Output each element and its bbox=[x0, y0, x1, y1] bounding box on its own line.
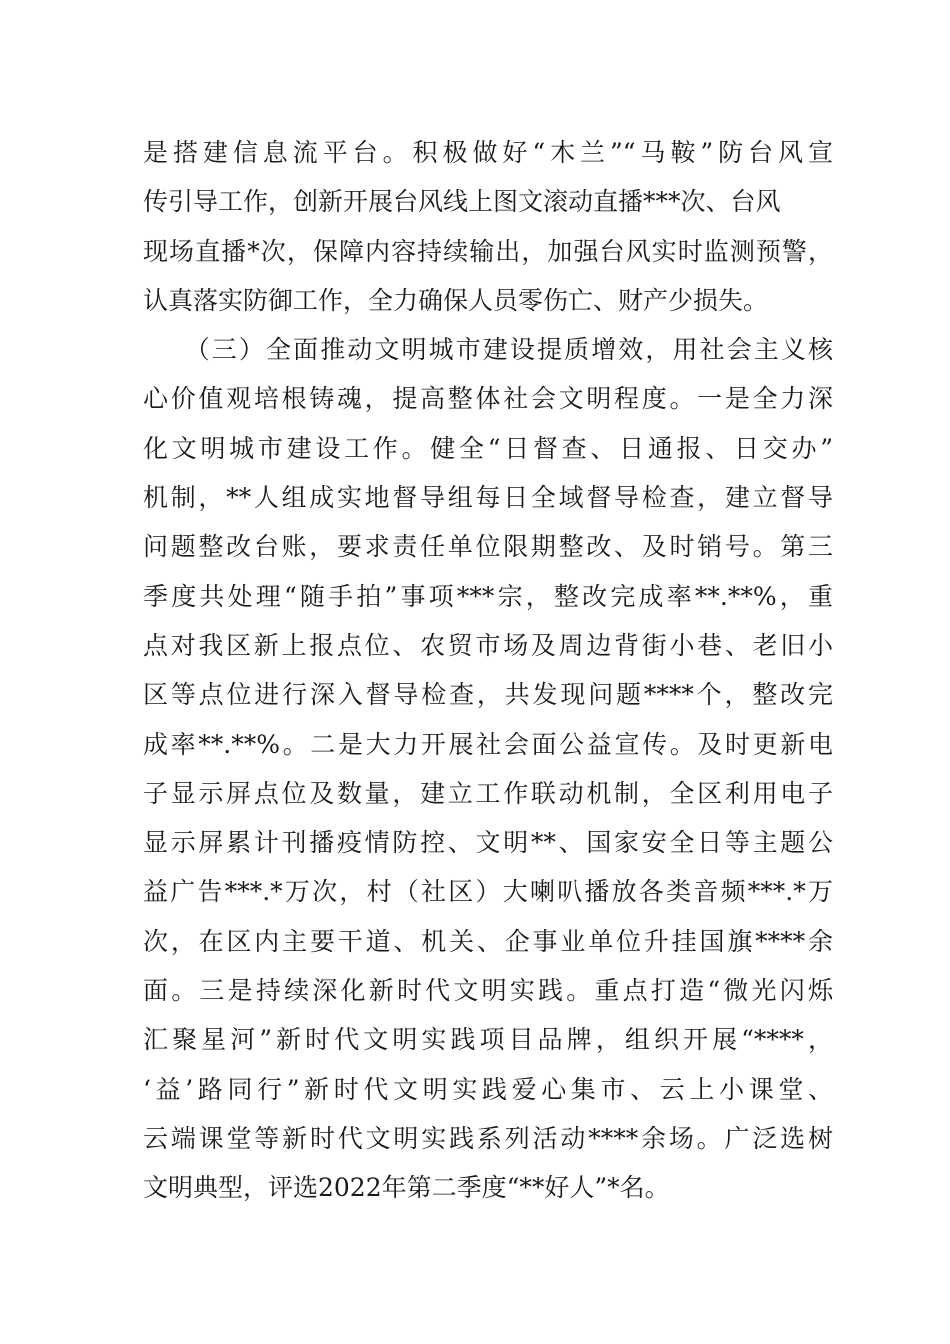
text-line-10: 季度共处理“随手拍”事项***宗，整改完成率**.**%，重 bbox=[143, 581, 833, 611]
text-line-8: 机制，**人组成实地督导组每日全域督导检查，建立督导 bbox=[143, 483, 833, 513]
text-line-16: 益广告***.*万次，村（社区）大喇叭播放各类音频***.*万 bbox=[143, 877, 833, 907]
text-line-9: 问题整改台账，要求责任单位限期整改、及时销号。第三 bbox=[143, 532, 833, 562]
text-line-14: 子显示屏点位及数量，建立工作联动机制，全区利用电子 bbox=[143, 778, 833, 808]
text-line-12: 区等点位进行深入督导检查，共发现问题****个，整改完 bbox=[143, 680, 833, 710]
text-line-5: （三）全面推动文明城市建设提质增效，用社会主义核 bbox=[143, 335, 833, 365]
text-line-3: 现场直播*次，保障内容持续输出，加强台风实时监测预警， bbox=[143, 236, 833, 266]
text-line-4: 认真落实防御工作，全力确保人员零伤亡、财产少损失。 bbox=[143, 285, 769, 315]
body-text bbox=[143, 128, 833, 1213]
text-line-18: 面。三是持续深化新时代文明实践。重点打造“微光闪烁 bbox=[143, 976, 833, 1006]
text-line-1: 是搭建信息流平台。积极做好“木兰”“马鞍”防台风宣 bbox=[143, 138, 833, 167]
text-line-6: 心价值观培根铸魂，提高整体社会文明程度。一是全力深 bbox=[143, 384, 833, 414]
text-line-7: 化文明城市建设工作。健全“日督查、日通报、日交办” bbox=[143, 433, 833, 463]
text-line-20: ‘益’路同行”新时代文明实践爱心集市、云上小课堂、 bbox=[143, 1074, 833, 1104]
text-line-2: 传引导工作，创新开展台风线上图文滚动直播***次、台风 bbox=[143, 187, 781, 217]
text-line-22: 文明典型，评选2022年第二季度“**好人”*名。 bbox=[143, 1173, 670, 1203]
text-line-21: 云端课堂等新时代文明实践系列活动****余场。广泛选树 bbox=[143, 1123, 833, 1153]
text-line-17: 次，在区内主要干道、机关、企事业单位升挂国旗****余 bbox=[143, 926, 833, 956]
text-line-11: 点对我区新上报点位、农贸市场及周边背街小巷、老旧小 bbox=[143, 630, 833, 660]
text-line-13: 成率**.**%。二是大力开展社会面公益宣传。及时更新电 bbox=[143, 729, 833, 759]
text-line-15: 显示屏累计刊播疫情防控、文明**、国家安全日等主题公 bbox=[143, 828, 833, 858]
text-line-19: 汇聚星河”新时代文明实践项目品牌，组织开展“****， bbox=[143, 1025, 833, 1055]
